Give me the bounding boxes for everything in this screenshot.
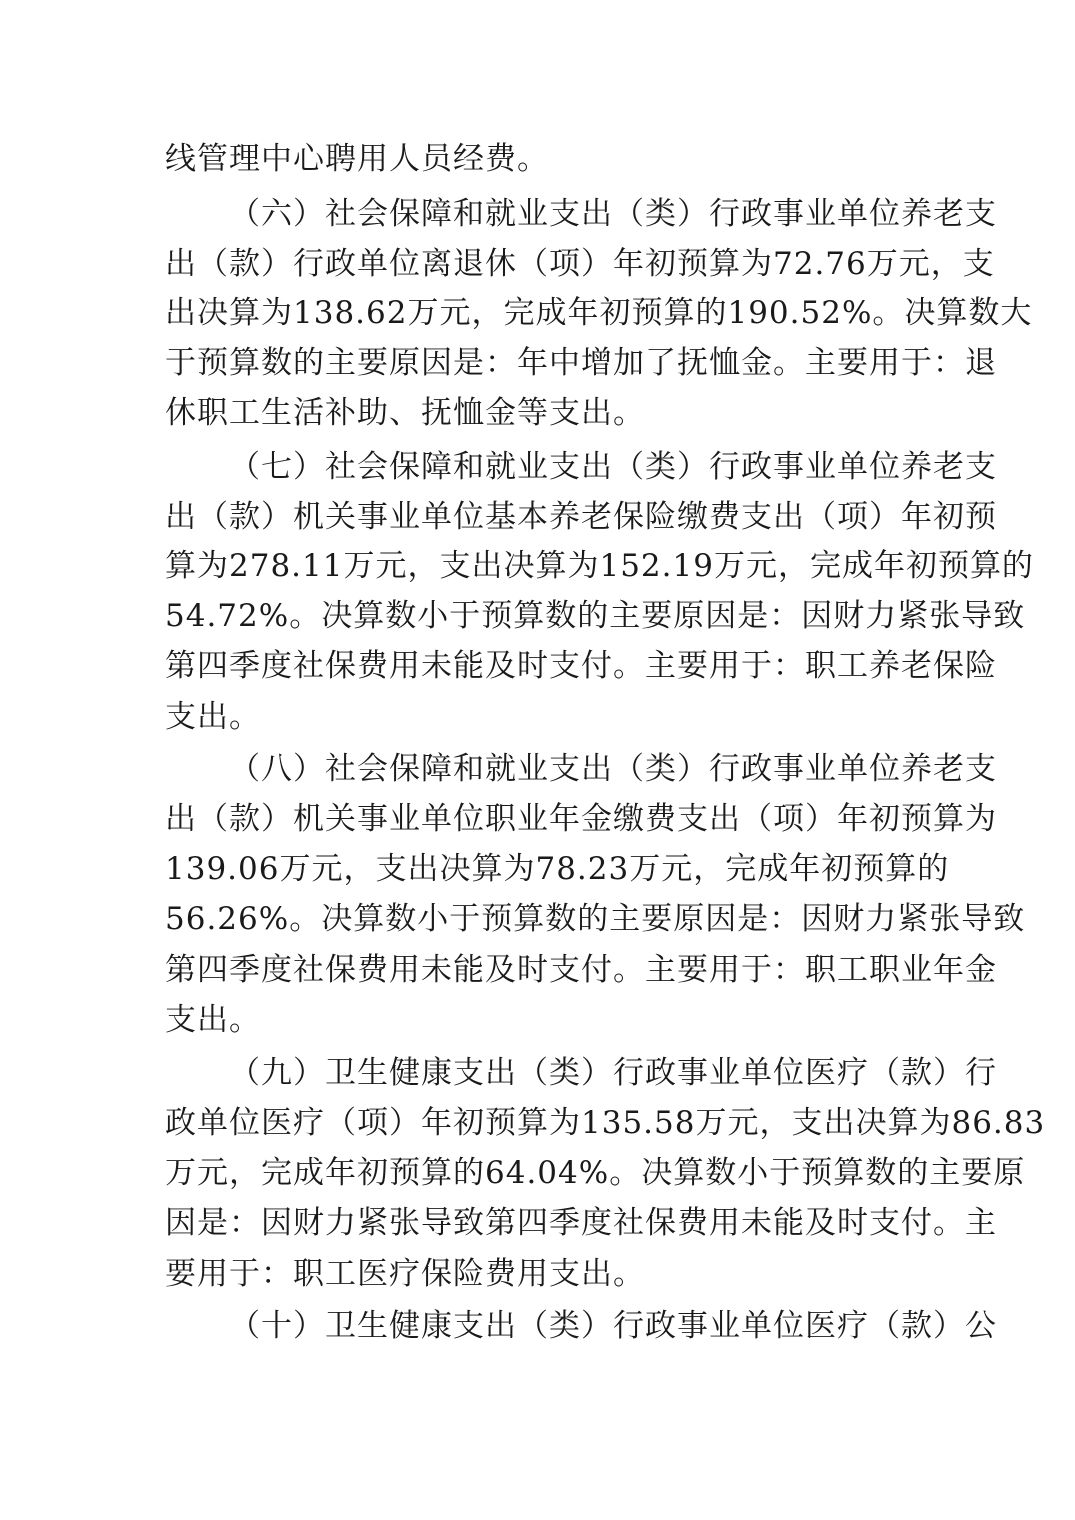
text-line: 休职工生活补助、抚恤金等支出。 <box>165 395 645 431</box>
text-line: 第四季度社保费用未能及时支付。主要用于：职工职业年金 <box>165 952 997 988</box>
text-line: 支出。 <box>165 699 261 735</box>
text-line: 算为278.11万元，支出决算为152.19万元，完成年初预算的 <box>165 548 1034 584</box>
text-line: 139.06万元，支出决算为78.23万元，完成年初预算的 <box>165 851 950 887</box>
text-line: 出决算为138.62万元，完成年初预算的190.52%。决算数大 <box>165 295 1033 331</box>
text-line: 出（款）机关事业单位职业年金缴费支出（项）年初预算为 <box>165 801 997 837</box>
paragraph-6-line: （六）社会保障和就业支出（类）行政事业单位养老支 <box>229 196 997 232</box>
paragraph-10-line: （十）卫生健康支出（类）行政事业单位医疗（款）公 <box>229 1308 997 1344</box>
text-line: 支出。 <box>165 1002 261 1038</box>
text-line: 线管理中心聘用人员经费。 <box>165 141 549 177</box>
text-line: 第四季度社保费用未能及时支付。主要用于：职工养老保险 <box>165 648 997 684</box>
text-line: 于预算数的主要原因是：年中增加了抚恤金。主要用于：退 <box>165 345 997 381</box>
paragraph-8-line: （八）社会保障和就业支出（类）行政事业单位养老支 <box>229 751 997 787</box>
text-line: 出（款）行政单位离退休（项）年初预算为72.76万元，支 <box>165 246 995 282</box>
paragraph-7-line: （七）社会保障和就业支出（类）行政事业单位养老支 <box>229 449 997 485</box>
text-line: 因是：因财力紧张导致第四季度社保费用未能及时支付。主 <box>165 1205 997 1241</box>
text-line: 54.72%。决算数小于预算数的主要原因是：因财力紧张导致 <box>165 598 1026 634</box>
text-line: 56.26%。决算数小于预算数的主要原因是：因财力紧张导致 <box>165 901 1026 937</box>
text-line: 万元，完成年初预算的64.04%。决算数小于预算数的主要原 <box>165 1155 1026 1191</box>
text-line: 政单位医疗（项）年初预算为135.58万元，支出决算为86.83 <box>165 1105 1046 1141</box>
text-line: 要用于：职工医疗保险费用支出。 <box>165 1256 645 1292</box>
text-line: 出（款）机关事业单位基本养老保险缴费支出（项）年初预 <box>165 499 997 535</box>
paragraph-9-line: （九）卫生健康支出（类）行政事业单位医疗（款）行 <box>229 1055 997 1091</box>
